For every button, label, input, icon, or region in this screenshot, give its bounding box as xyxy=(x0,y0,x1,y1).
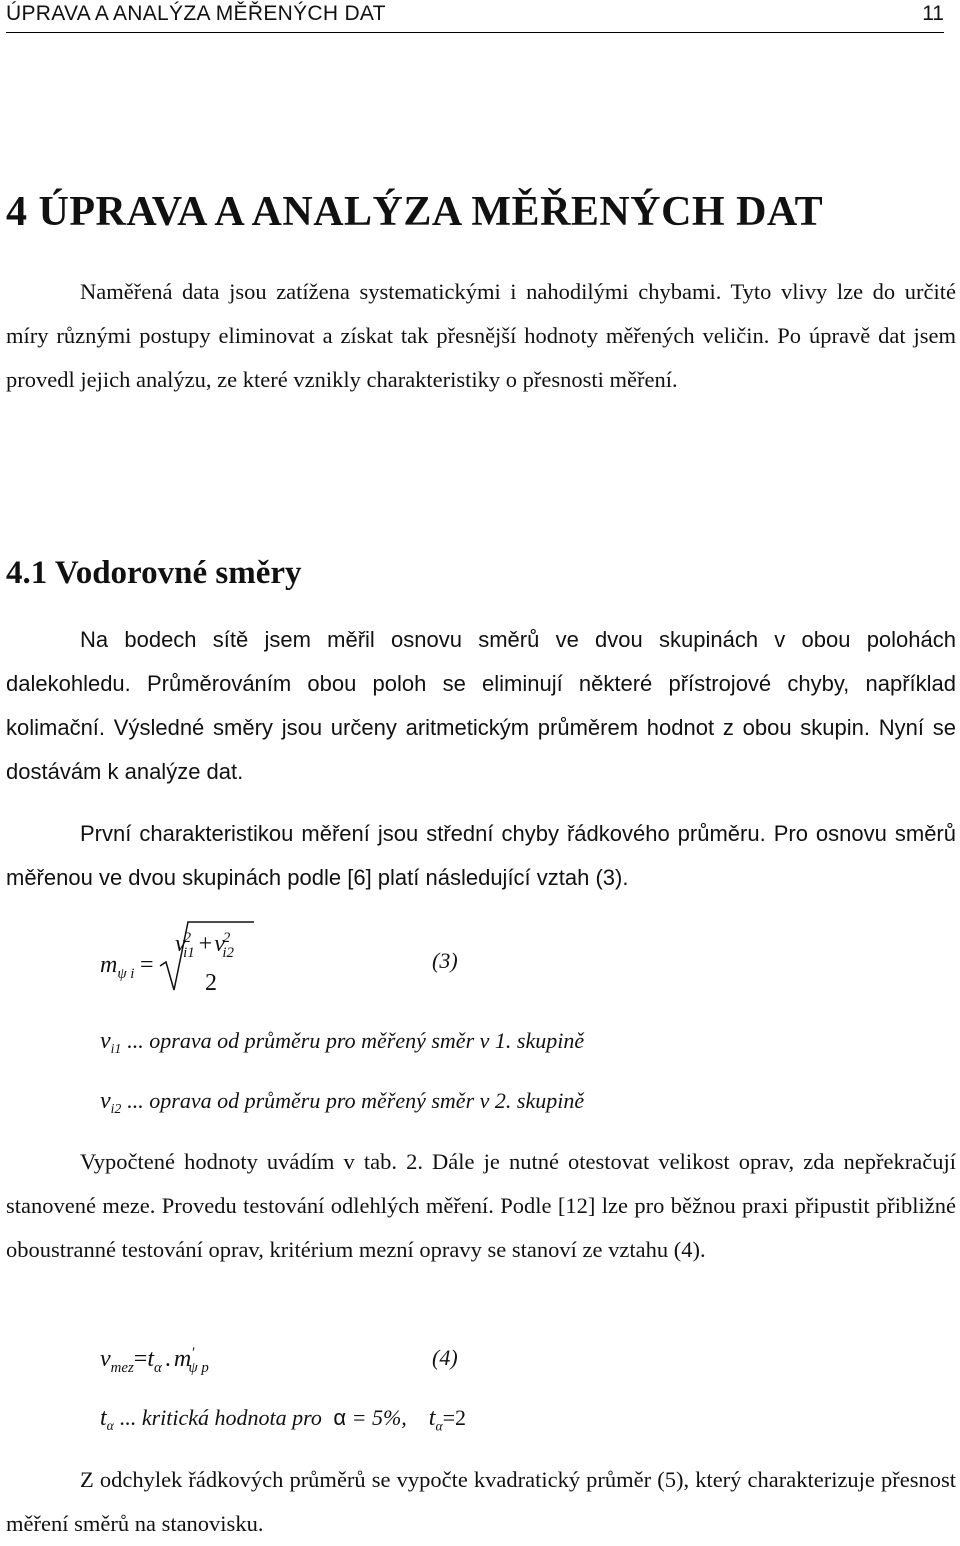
section-paragraph-1: Na bodech sítě jsem měřil osnovu směrů ve dvou skupinách v obou polohách dalekohledu. Průměrováním obou poloh se eliminují některé přístrojové chyby, například kolimační. Výsledné směry jsou určeny aritmetickým průměrem hodnot z obou skupin. Nyní se dostávám k analýze dat. xyxy=(6,627,956,784)
paragraph-5: Z odchylek řádkových průměrů se vypočte kvadratický průměr (5), který charakterizuje přesnost měření směrů na stanovisku. xyxy=(6,1467,956,1536)
eq3-label: (3) xyxy=(432,948,458,973)
eq3-lhs: $m_{\psi i}$ xyxy=(100,952,135,982)
definition-t-alpha: $t_\alpha$ ... kritická hodnota pro α = 5%, $t_\alpha=2$ xyxy=(100,1405,467,1434)
page-number: 11 xyxy=(922,2,944,25)
section-paragraph-2: První charakteristikou měření jsou střední chyby řádkového průměru. Pro osnovu směrů měřenou ve dvou skupinách podle [6] platí následující vztah (3). xyxy=(6,821,956,890)
chapter-title: 4 ÚPRAVA A ANALÝZA MĚŘENÝCH DAT xyxy=(6,189,824,235)
intro-paragraph: Naměřená data jsou zatížena systematickými i nahodilými chybami. Tyto vlivy lze do určité míry různými postupy eliminovat a získat tak přesnější hodnoty měřených veličin. Po úpravě dat jsem provedl jejich analýzu, ze které vznikly charakteristiky o přesnosti měření. xyxy=(6,279,956,392)
definition-vi1: $v_{i1}$ ... oprava od průměru pro měřený směr v 1. skupině xyxy=(100,1028,585,1057)
running-title: ÚPRAVA A ANALÝZA MĚŘENÝCH DAT xyxy=(6,2,386,25)
eq4-label: (4) xyxy=(432,1345,458,1370)
paragraph-4: Vypočtené hodnoty uvádím v tab. 2. Dále je nutné otestovat velikost oprav, zda nepřekračují stanovené meze. Provedu testování odlehlých měření. Podle [12] lze pro běžnou praxi připustit přibližné oboustranné testování oprav, kritérium mezní opravy se stanoví ze vztahu (4). xyxy=(6,1149,956,1262)
definition-vi2: $v_{i2}$ ... oprava od průměru pro měřený směr v 2. skupině xyxy=(100,1088,585,1117)
page-header xyxy=(6,0,944,33)
eq3-numerator: $v^2_{i1} +v^2_{i2}$ xyxy=(175,930,234,961)
eq3-equals: = xyxy=(140,952,154,978)
section-title: 4.1 Vodorovné směry xyxy=(6,555,302,591)
eq3-denominator: 2 xyxy=(205,970,217,996)
equation-4: $v_{mez}=t_\alpha$ . $m'_{\psi p}$ xyxy=(100,1345,209,1376)
